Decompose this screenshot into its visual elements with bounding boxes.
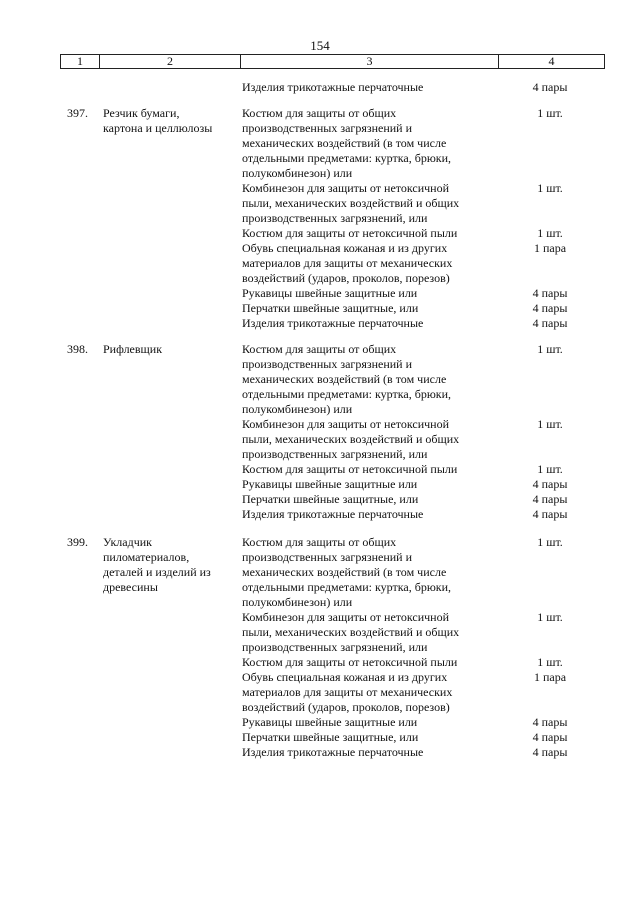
job-title-line: Резчик бумаги, bbox=[103, 106, 180, 120]
item-description-line: Костюм для защиты от общих bbox=[242, 106, 397, 120]
item-description-line: механических воздействий (в том числе bbox=[242, 372, 447, 386]
item-description-line: Комбинезон для защиты от нетоксичной bbox=[242, 610, 450, 624]
item-quantity: 4 пары bbox=[532, 730, 568, 744]
item-description-line: полукомбинезон) или bbox=[242, 166, 353, 180]
item-description-line: Комбинезон для защиты от нетоксичной bbox=[242, 181, 450, 195]
item-description-line: пыли, механических воздействий и общих bbox=[242, 625, 460, 639]
item-description-line: отдельными предметами: куртка, брюки, bbox=[242, 151, 452, 165]
item-quantity: 1 шт. bbox=[537, 535, 563, 549]
column-header-row bbox=[60, 54, 605, 69]
item-quantity: 1 пара bbox=[533, 670, 567, 684]
item-description-line: Костюм для защиты от общих bbox=[242, 535, 397, 549]
item-description-line: материалов для защиты от механических bbox=[242, 256, 453, 270]
item-quantity: 1 шт. bbox=[537, 462, 563, 476]
item-quantity: 1 шт. bbox=[537, 106, 563, 120]
item-description-line: Изделия трикотажные перчаточные bbox=[242, 507, 424, 521]
item-quantity: 4 пары bbox=[532, 301, 568, 315]
pre-block-qty: 4 пары bbox=[532, 80, 568, 94]
item-description-line: производственных загрязнений и bbox=[242, 121, 413, 135]
item-description-line: материалов для защиты от механических bbox=[242, 685, 453, 699]
item-description-line: Перчатки швейные защитные, или bbox=[242, 301, 419, 315]
column-header-3: 3 bbox=[241, 55, 499, 68]
item-description-line: полукомбинезон) или bbox=[242, 402, 353, 416]
item-quantity: 4 пары bbox=[532, 715, 568, 729]
item-description-line: механических воздействий (в том числе bbox=[242, 565, 447, 579]
item-description-line: Костюм для защиты от нетоксичной пыли bbox=[242, 226, 458, 240]
item-description-line: Перчатки швейные защитные, или bbox=[242, 730, 419, 744]
item-quantity: 1 шт. bbox=[537, 342, 563, 356]
item-quantity: 1 шт. bbox=[537, 417, 563, 431]
item-description-line: Костюм для защиты от нетоксичной пыли bbox=[242, 655, 458, 669]
item-description-line: производственных загрязнений, или bbox=[242, 211, 428, 225]
item-description-line: Перчатки швейные защитные, или bbox=[242, 492, 419, 506]
item-description-line: производственных загрязнений и bbox=[242, 550, 413, 564]
page-number: 154 bbox=[310, 38, 330, 53]
pre-block-item: Изделия трикотажные перчаточные bbox=[242, 80, 424, 94]
item-quantity: 1 шт. bbox=[537, 181, 563, 195]
item-description-line: Костюм для защиты от нетоксичной пыли bbox=[242, 462, 458, 476]
job-title-line: Рифлевщик bbox=[103, 342, 163, 356]
item-quantity: 4 пары bbox=[532, 507, 568, 521]
item-description-line: Обувь специальная кожаная и из других bbox=[242, 670, 448, 684]
item-description-line: полукомбинезон) или bbox=[242, 595, 353, 609]
item-description-line: воздействий (ударов, проколов, порезов) bbox=[242, 271, 450, 285]
item-quantity: 4 пары bbox=[532, 286, 568, 300]
item-quantity: 4 пары bbox=[532, 477, 568, 491]
item-description-line: отдельными предметами: куртка, брюки, bbox=[242, 580, 452, 594]
item-description-line: Рукавицы швейные защитные или bbox=[242, 477, 418, 491]
item-description-line: производственных загрязнений, или bbox=[242, 447, 428, 461]
item-description-line: Рукавицы швейные защитные или bbox=[242, 286, 418, 300]
item-description-line: Комбинезон для защиты от нетоксичной bbox=[242, 417, 450, 431]
item-quantity: 1 пара bbox=[533, 241, 567, 255]
entry-number: 399. bbox=[67, 535, 88, 549]
item-description-line: производственных загрязнений, или bbox=[242, 640, 428, 654]
item-quantity: 4 пары bbox=[532, 745, 568, 759]
item-description-line: механических воздействий (в том числе bbox=[242, 136, 447, 150]
column-header-2: 2 bbox=[100, 55, 241, 68]
item-description-line: пыли, механических воздействий и общих bbox=[242, 432, 460, 446]
item-description-line: Рукавицы швейные защитные или bbox=[242, 715, 418, 729]
item-description-line: воздействий (ударов, проколов, порезов) bbox=[242, 700, 450, 714]
column-header-1: 1 bbox=[61, 55, 100, 68]
item-description-line: пыли, механических воздействий и общих bbox=[242, 196, 460, 210]
job-title-line: картона и целлюлозы bbox=[103, 121, 213, 135]
job-title-line: Укладчик bbox=[103, 535, 152, 549]
item-description-line: Обувь специальная кожаная и из других bbox=[242, 241, 448, 255]
entry-number: 397. bbox=[67, 106, 88, 120]
item-quantity: 4 пары bbox=[532, 492, 568, 506]
entry-number: 398. bbox=[67, 342, 88, 356]
item-description-line: Изделия трикотажные перчаточные bbox=[242, 745, 424, 759]
item-description-line: Изделия трикотажные перчаточные bbox=[242, 316, 424, 330]
job-title-line: деталей и изделий из bbox=[103, 565, 211, 579]
item-description-line: Костюм для защиты от общих bbox=[242, 342, 397, 356]
job-title-line: древесины bbox=[103, 580, 158, 594]
item-quantity: 1 шт. bbox=[537, 655, 563, 669]
job-title-line: пиломатериалов, bbox=[103, 550, 190, 564]
column-header-4: 4 bbox=[548, 54, 555, 68]
item-quantity: 4 пары bbox=[532, 316, 568, 330]
item-description-line: отдельными предметами: куртка, брюки, bbox=[242, 387, 452, 401]
item-quantity: 1 шт. bbox=[537, 610, 563, 624]
item-description-line: производственных загрязнений и bbox=[242, 357, 413, 371]
item-quantity: 1 шт. bbox=[537, 226, 563, 240]
